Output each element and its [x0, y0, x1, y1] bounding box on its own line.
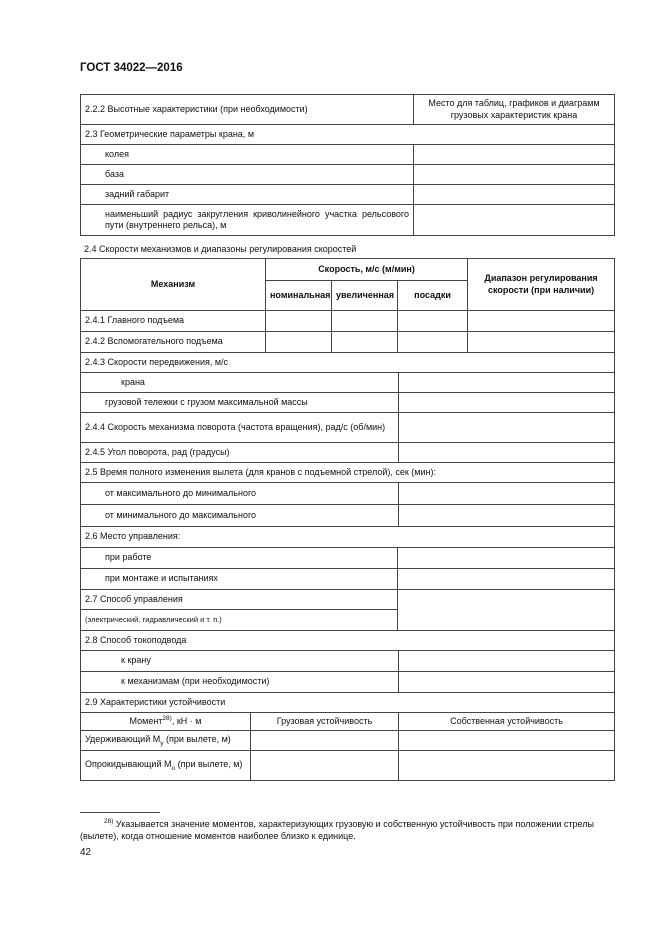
value-cell[interactable] [398, 311, 468, 332]
row-min-max: от минимального до максимального [81, 505, 399, 527]
page-number: 42 [80, 847, 92, 858]
row-2-9: 2.9 Характеристики устойчивости [81, 693, 615, 713]
row-k-mech: к механизмам (при необходимости) [81, 672, 399, 693]
row-2-7-note: (электрический, гидравлический и т. п.) [81, 610, 398, 631]
value-cell[interactable] [468, 311, 615, 332]
row-oprok: Опрокидывающий $M_о$ (при вылете, м) [81, 751, 251, 781]
row-k-kranu: к крану [81, 651, 399, 672]
row-2-2-2: 2.2.2 Высотные характеристики (при необходимости) [81, 95, 414, 125]
value-cell[interactable] [399, 731, 615, 751]
value-cell[interactable] [399, 393, 615, 413]
value-cell[interactable] [266, 311, 332, 332]
geometry-table [80, 94, 615, 236]
row-baza: база [81, 165, 414, 185]
value-cell[interactable] [399, 483, 615, 505]
value-cell[interactable] [398, 569, 615, 590]
row-pri-montazhe: при монтаже и испытаниях [81, 569, 398, 590]
value-cell[interactable] [398, 548, 615, 569]
header-landing: посадки [398, 281, 468, 311]
row-gabarit: задний габарит [81, 185, 414, 205]
row-koleya: колея [81, 145, 414, 165]
row-krana: крана [81, 373, 399, 393]
value-cell[interactable] [399, 413, 615, 443]
header-gruz-ust: Грузовая устойчивость [251, 713, 399, 731]
footnote-divider [80, 812, 160, 813]
value-cell[interactable] [399, 672, 615, 693]
value-cell[interactable] [398, 332, 468, 353]
row-2-8: 2.8 Способ токоподвода [81, 631, 615, 651]
row-2-3: 2.3 Геометрические параметры крана, м [81, 125, 615, 145]
section-2-4-caption: 2.4 Скорости механизмов и диапазоны регулирования скоростей [84, 244, 357, 254]
row-2-4-5: 2.4.5 Угол поворота, рад (градусы) [81, 443, 399, 463]
value-cell[interactable] [414, 145, 615, 165]
header-range: Диапазон регулирования скорости (при наличии) [468, 259, 615, 311]
row-2-4-2: 2.4.2 Вспомогательного подъема [81, 332, 266, 353]
header-mechanism: Механизм [81, 259, 266, 311]
header-increased: увеличенная [332, 281, 398, 311]
document-header: ГОСТ 34022—2016 [80, 62, 183, 74]
value-cell[interactable] [332, 311, 398, 332]
value-cell[interactable] [251, 751, 399, 781]
header-moment: Момент$^{28)}$, кН · м [81, 713, 251, 731]
value-cell[interactable] [398, 590, 615, 631]
footnote: $^{28)}$ Указывается значение моментов, характеризующих грузовую и собственную устойчивость при положении стрелы (вылете), когда отношение моментов наиболее близко к единице. [80, 818, 594, 841]
value-cell[interactable] [399, 443, 615, 463]
value-cell[interactable] [399, 505, 615, 527]
row-pri-rabote: при работе [81, 548, 398, 569]
value-cell[interactable] [414, 185, 615, 205]
value-cell[interactable] [414, 165, 615, 185]
value-cell[interactable] [468, 332, 615, 353]
header-speed: Скорость, м/с (м/мин) [266, 259, 468, 281]
value-cell[interactable] [266, 332, 332, 353]
value-cell[interactable] [399, 373, 615, 393]
value-cell[interactable] [251, 731, 399, 751]
speeds-table [80, 258, 615, 781]
header-nominal: номинальная [266, 281, 332, 311]
value-cell[interactable] [332, 332, 398, 353]
row-telezhka: грузовой тележки с грузом максимальной массы [81, 393, 399, 413]
row-radius: наименьший радиус закругления криволинейного участка рельсового пути (внутреннего рельса), м [81, 205, 414, 236]
header-sobst-ust: Собственная устойчивость [399, 713, 615, 731]
row-uderzh: Удерживающий $M_у$ (при вылете, м) [81, 731, 251, 751]
row-2-6: 2.6 Место управления: [81, 527, 615, 548]
value-cell[interactable] [399, 651, 615, 672]
row-2-4-4: 2.4.4 Скорость механизма поворота (частота вращения), рад/с (об/мин) [81, 413, 399, 443]
value-cell[interactable] [399, 751, 615, 781]
row-2-4-3: 2.4.3 Скорости передвижения, м/с [81, 353, 615, 373]
row-2-4-1: 2.4.1 Главного подъема [81, 311, 266, 332]
row-2-5: 2.5 Время полного изменения вылета (для кранов с подъемной стрелой), сек (мин): [81, 463, 615, 483]
charts-placeholder: Место для таблиц, графиков и диаграмм грузовых характеристик крана [414, 95, 615, 125]
value-cell[interactable] [414, 205, 615, 236]
row-2-7: 2.7 Способ управления [81, 590, 398, 610]
row-max-min: от максимального до минимального [81, 483, 399, 505]
